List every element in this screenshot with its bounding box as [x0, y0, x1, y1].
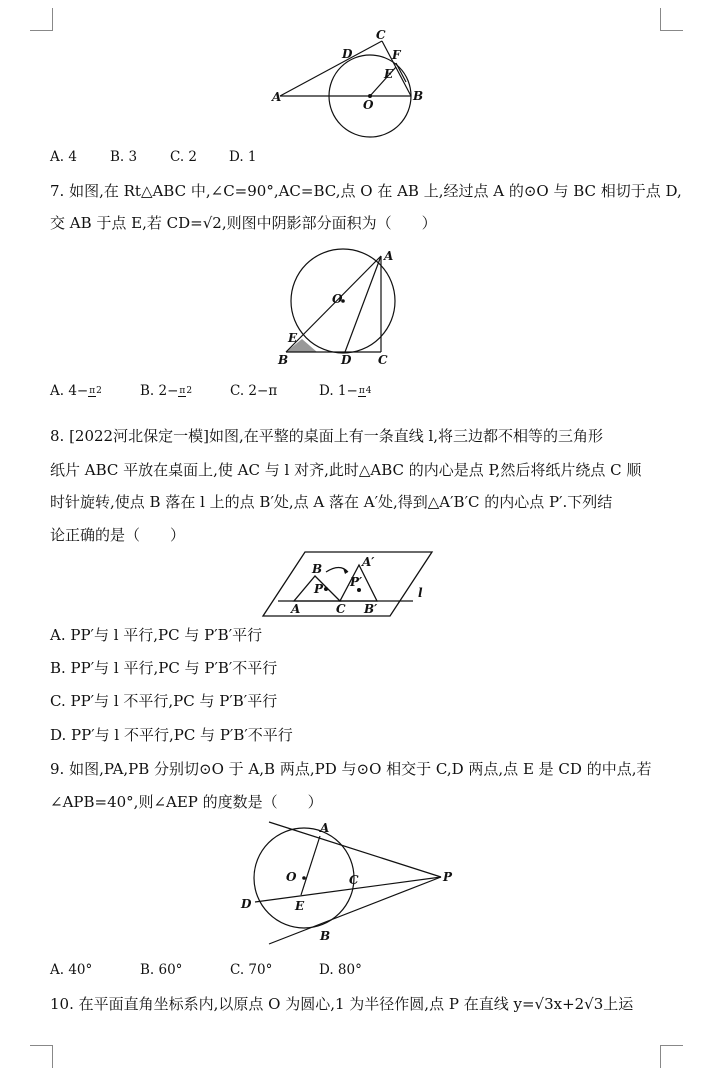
q6-label-O: O — [363, 98, 374, 112]
q7-label-E: E — [288, 331, 298, 345]
corner-mark-bottom-right — [660, 1045, 683, 1068]
q7-option-d: D. 1−π4 — [319, 383, 372, 399]
q6-option-d: D. 1 — [229, 149, 257, 165]
q9-label-D: D — [241, 897, 252, 911]
q7-figure — [275, 248, 405, 368]
q8-label-l: l — [418, 586, 423, 600]
q7-option-a-fraction: π2 — [89, 386, 102, 396]
q9-label-B: B — [320, 929, 331, 943]
q8-text-line-4: 论正确的是（ ） — [50, 526, 186, 544]
q8-label-B: B — [312, 562, 323, 576]
q6-label-A: A — [272, 90, 282, 104]
q9-label-E: E — [295, 899, 305, 913]
q8-option-c: C. PP′与 l 不平行,PC 与 P′B′平行 — [50, 692, 278, 710]
q8-option-d: D. PP′与 l 不平行,PC 与 P′B′不平行 — [50, 726, 293, 744]
q7-option-d-fraction: π4 — [358, 386, 372, 396]
q8-text-line-3: 时针旋转,使点 B 落在 l 上的点 B′处,点 A 落在 A′处,得到△A′B′C 的内心点 P′.下列结 — [50, 493, 613, 511]
q7-text-line-2: 交 AB 于点 E,若 CD=√2,则图中阴影部分面积为（ ） — [50, 214, 437, 232]
q9-text-line-2: ∠APB=40°,则∠AEP 的度数是（ ） — [50, 793, 323, 811]
q8-text-line-2: 纸片 ABC 平放在桌面上,使 AC 与 l 对齐,此时△ABC 的内心是点 P,然后将纸片绕点 C 顺 — [50, 461, 642, 479]
q7-option-c: C. 2−π — [230, 383, 278, 399]
q9-options — [50, 962, 362, 978]
q8-figure — [260, 550, 435, 620]
q8-text-line-1: 8. [2022河北保定一模]如图,在平整的桌面上有一条直线 l,将三边都不相等的三角形 — [50, 427, 604, 445]
q6-label-D: D — [342, 47, 353, 61]
q8-option-b: B. PP′与 l 平行,PC 与 P′B′不平行 — [50, 659, 278, 677]
q6-options — [50, 149, 257, 165]
q9-option-c: C. 70° — [230, 962, 273, 978]
q9-label-C: C — [349, 873, 359, 887]
q7-option-a: A. 4−π2 — [50, 383, 102, 399]
q6-label-B: B — [413, 89, 424, 103]
q9-option-a: A. 40° — [50, 962, 93, 978]
q7-label-C: C — [378, 353, 388, 367]
q8-label-P-prime: P′ — [350, 575, 363, 589]
q7-options — [50, 383, 371, 399]
q9-label-A: A — [320, 821, 330, 835]
q8-label-A-prime: A′ — [362, 555, 375, 569]
q7-label-O: O — [332, 292, 343, 306]
q6-label-C: C — [376, 28, 386, 42]
q9-option-b: B. 60° — [140, 962, 183, 978]
q6-option-a: A. 4 — [50, 149, 77, 165]
q7-label-D: D — [341, 353, 352, 367]
q7-label-B: B — [278, 353, 289, 367]
q7-text-line-1: 7. 如图,在 Rt△ABC 中,∠C=90°,AC=BC,点 O 在 AB 上,经过点 A 的⊙O 与 BC 相切于点 D, — [50, 182, 682, 200]
q9-figure — [235, 818, 465, 948]
q6-label-E: E — [384, 67, 394, 81]
q9-label-P: P — [443, 870, 453, 884]
q8-label-P: P — [314, 582, 324, 596]
q8-label-C: C — [336, 602, 346, 616]
q6-option-b: B. 3 — [110, 149, 138, 165]
q9-option-d: D. 80° — [319, 962, 362, 978]
q6-figure — [270, 25, 430, 140]
q8-option-a: A. PP′与 l 平行,PC 与 P′B′平行 — [50, 626, 263, 644]
q6-label-F: F — [392, 48, 401, 62]
q10-text-line-1: 10. 在平面直角坐标系内,以原点 O 为圆心,1 为半径作圆,点 P 在直线 y=√3x+2√3上运 — [50, 995, 634, 1013]
q8-label-B-prime: B′ — [364, 602, 378, 616]
corner-mark-top-left — [30, 8, 53, 31]
q7-option-b: B. 2−π2 — [140, 383, 193, 399]
q7-label-A: A — [384, 249, 394, 263]
q9-label-O: O — [286, 870, 297, 884]
q9-text-line-1: 9. 如图,PA,PB 分别切⊙O 于 A,B 两点,PD 与⊙O 相交于 C,D 两点,点 E 是 CD 的中点,若 — [50, 760, 652, 778]
corner-mark-top-right — [660, 8, 683, 31]
q7-option-b-fraction: π2 — [179, 386, 193, 396]
q6-option-c: C. 2 — [170, 149, 198, 165]
q8-label-A: A — [291, 602, 301, 616]
corner-mark-bottom-left — [30, 1045, 53, 1068]
